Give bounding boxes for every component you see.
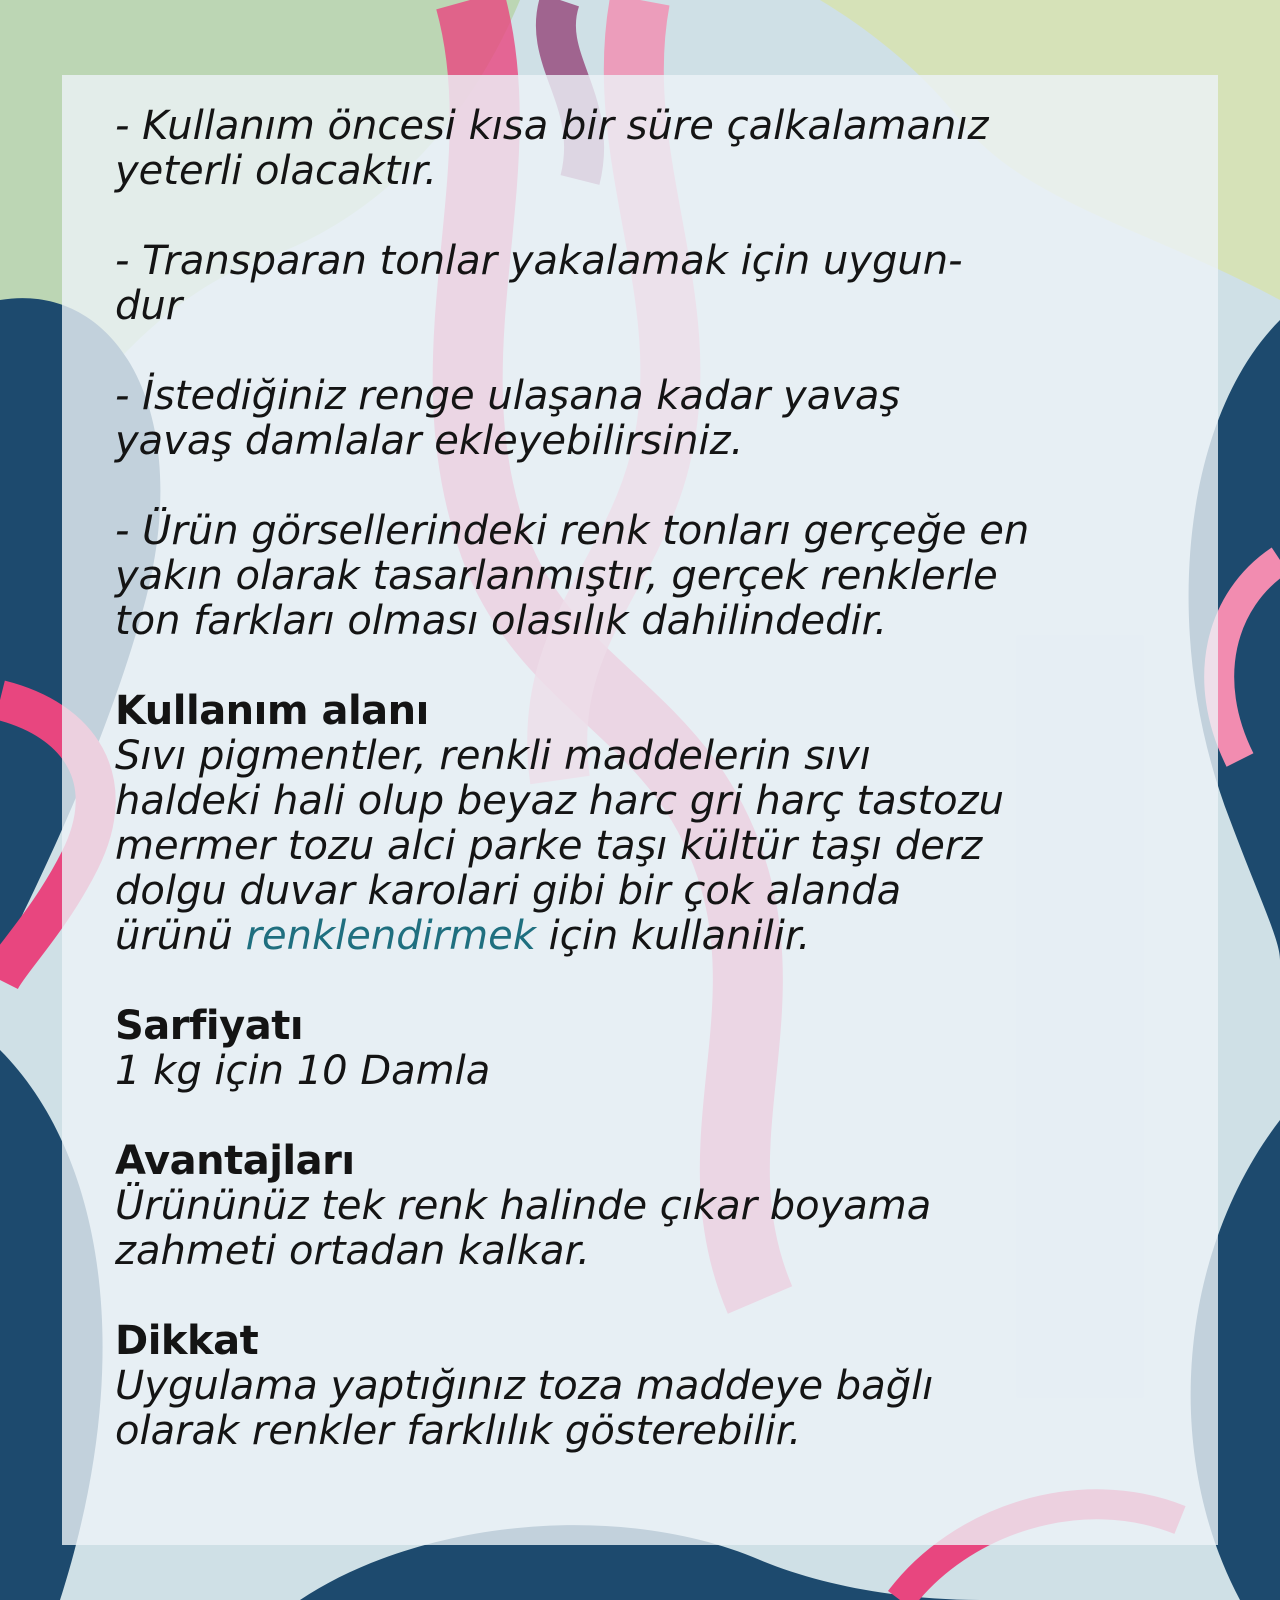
- bullet-drops: [115, 374, 1195, 464]
- consumption-line: 1 kg için 10 Damla: [115, 1048, 491, 1094]
- product-info: [115, 104, 1195, 1499]
- bullet-line: - Ürün görsellerindeki renk tonları gerçeğe en: [115, 508, 1030, 554]
- advantages-line: Ürününüz tek renk halinde çıkar boyama: [115, 1183, 932, 1229]
- warning-section: [115, 1319, 1195, 1454]
- warning-heading: Dikkat: [115, 1318, 259, 1364]
- advantages-section: [115, 1139, 1195, 1274]
- usage-heading: Kullanım alanı: [115, 688, 429, 734]
- bullet-line: yeterli olacaktır.: [115, 148, 438, 194]
- advantages-line: zahmeti ortadan kalkar.: [115, 1228, 590, 1274]
- usage-line: Sıvı pigmentler, renkli maddelerin sıvı: [115, 733, 871, 779]
- bullet-shake: [115, 104, 1195, 194]
- bullet-transparent: [115, 239, 1195, 329]
- usage-suffix: için kullanilir.: [535, 913, 811, 959]
- usage-line: dolgu duvar karolari gibi bir çok alanda: [115, 868, 902, 914]
- bullet-line: - Transparan tonlar yakalamak için uygun-: [115, 238, 963, 284]
- consumption-section: [115, 1004, 1195, 1094]
- warning-line: Uygulama yaptığınız toza maddeye bağlı: [115, 1363, 934, 1409]
- usage-line: haldeki hali olup beyaz harc gri harç tastozu: [115, 778, 1004, 824]
- advantages-heading: Avantajları: [115, 1138, 355, 1184]
- bullet-line: ton farkları olması olasılık dahilindedir.: [115, 598, 888, 644]
- bullet-color-note: [115, 509, 1195, 644]
- consumption-heading: Sarfiyatı: [115, 1003, 304, 1049]
- bullet-line: yavaş damlalar ekleyebilirsiniz.: [115, 418, 744, 464]
- usage-line: mermer tozu alci parke taşı kültür taşı derz: [115, 823, 983, 869]
- usage-section: [115, 689, 1195, 959]
- bullet-line: - Kullanım öncesi kısa bir süre çalkalamanız: [115, 103, 989, 149]
- bullet-line: - İstediğiniz renge ulaşana kadar yavaş: [115, 373, 901, 419]
- bullet-line: yakın olarak tasarlanmıştır, gerçek renklerle: [115, 553, 998, 599]
- usage-prefix: ürünü: [115, 913, 246, 959]
- warning-line: olarak renkler farklılık gösterebilir.: [115, 1408, 802, 1454]
- usage-line-last: [115, 914, 1195, 959]
- renklendirmek-link[interactable]: renklendirmek: [245, 913, 536, 959]
- bullet-line: dur: [115, 283, 183, 329]
